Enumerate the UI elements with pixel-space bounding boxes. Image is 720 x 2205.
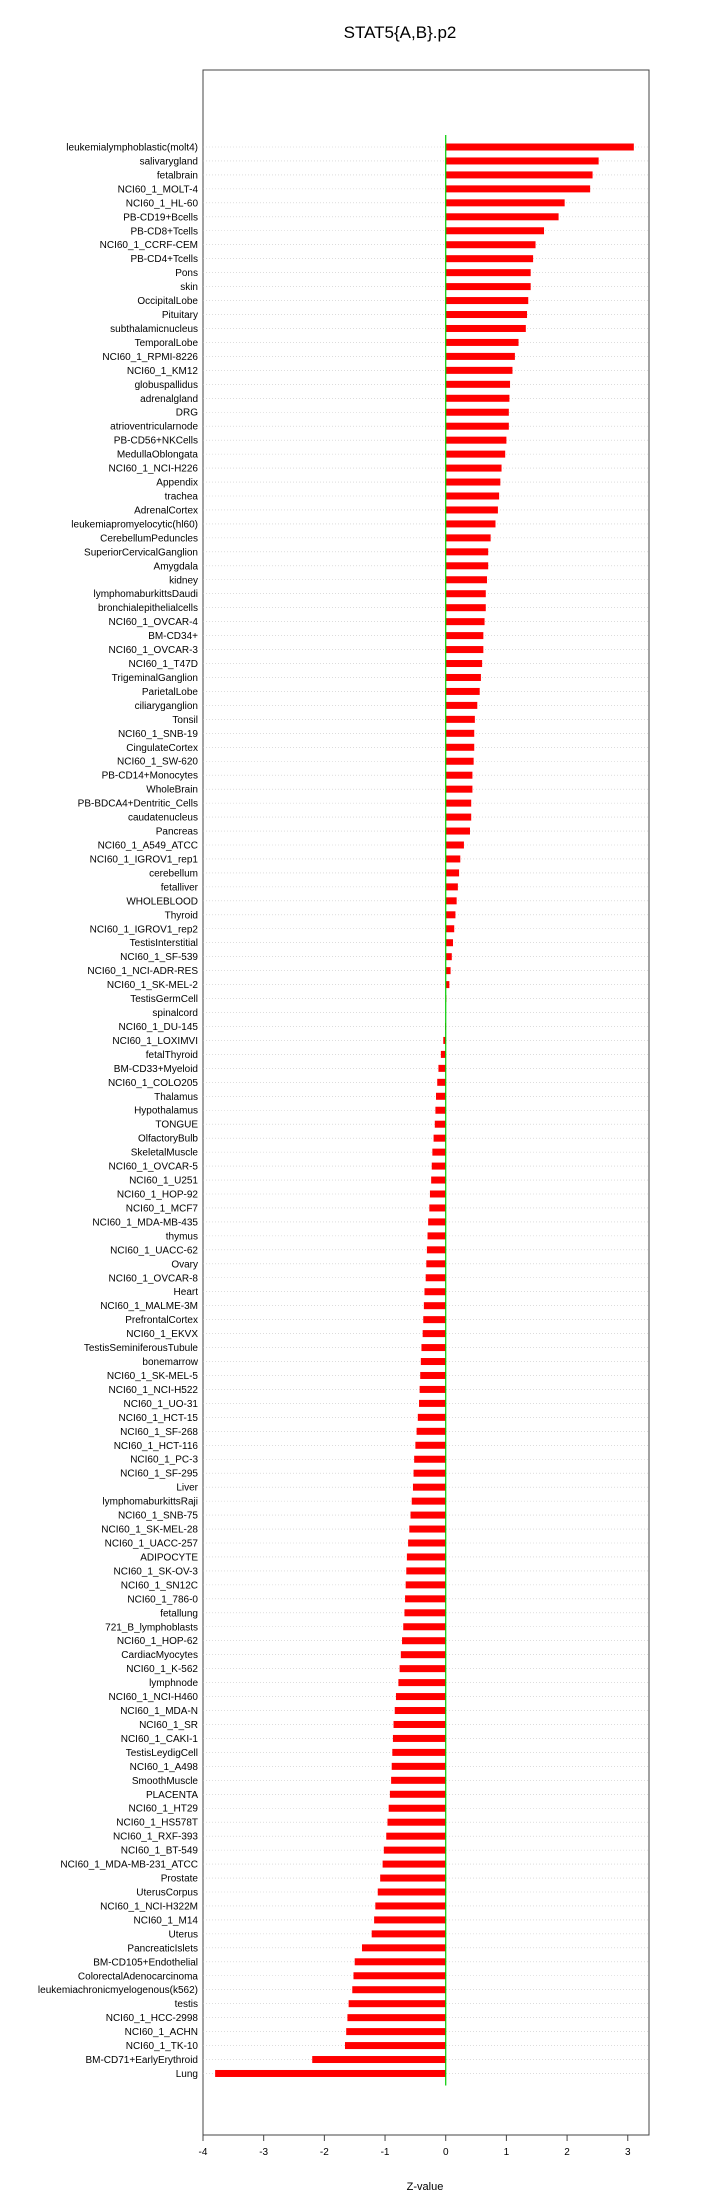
bar — [446, 241, 536, 248]
category-label: BM-CD105+Endothelial — [93, 1957, 198, 1969]
category-label: TestisSeminiferousTubule — [83, 1343, 198, 1355]
category-label: ciliaryganglion — [134, 700, 198, 712]
category-label: NCI60_1_TK-10 — [125, 2041, 198, 2053]
bar — [428, 1218, 446, 1225]
category-label: SuperiorCervicalGanglion — [84, 547, 198, 559]
bar — [407, 1553, 446, 1560]
bar — [446, 199, 565, 206]
category-label: Amygdala — [153, 561, 198, 573]
category-label: subthalamicnucleus — [110, 323, 198, 335]
bar — [423, 1316, 445, 1323]
category-label: NCI60_1_MDA-N — [120, 1706, 198, 1718]
category-label: NCI60_1_NCI-H226 — [108, 463, 198, 475]
category-label: lymphnode — [149, 1678, 198, 1690]
bar — [409, 1526, 445, 1533]
category-label: bonemarrow — [142, 1357, 198, 1369]
bar — [446, 325, 526, 332]
bar — [446, 353, 515, 360]
bar — [438, 1065, 445, 1072]
category-label: PB-CD56+NKCells — [113, 435, 198, 447]
bar — [446, 786, 473, 793]
bar — [446, 506, 498, 513]
category-label: leukemiapromyelocytic(hl60) — [71, 519, 198, 531]
bar — [429, 1204, 445, 1211]
bar — [401, 1651, 446, 1658]
bar — [372, 1930, 446, 1937]
category-label: NCI60_1_CCRF-CEM — [99, 240, 198, 252]
bar — [432, 1149, 445, 1156]
bar — [446, 562, 488, 569]
category-label: NCI60_1_HOP-92 — [116, 1189, 198, 1201]
category-label: fetallung — [160, 1608, 198, 1620]
bar — [404, 1609, 445, 1616]
bar — [446, 604, 486, 611]
bar — [446, 660, 482, 667]
category-label: CardiacMyocytes — [121, 1650, 198, 1662]
category-label: NCI60_1_SF-295 — [120, 1468, 198, 1480]
category-label: NCI60_1_A549_ATCC — [97, 840, 198, 852]
category-label: Ovary — [171, 1259, 198, 1271]
bar — [384, 1847, 446, 1854]
category-label: NCI60_1_HCC-2998 — [105, 2013, 198, 2025]
bar — [430, 1191, 446, 1198]
category-label: PB-CD14+Monocytes — [101, 770, 198, 782]
bar — [446, 534, 491, 541]
bar — [446, 548, 488, 555]
category-label: skin — [180, 282, 198, 294]
category-label: NCI60_1_UACC-62 — [110, 1245, 198, 1257]
bar — [414, 1470, 446, 1477]
bar — [346, 2028, 446, 2035]
category-label: DRG — [175, 407, 198, 419]
category-label: caudatenucleus — [127, 812, 198, 824]
bar — [411, 1512, 446, 1519]
category-label: NCI60_1_MOLT-4 — [117, 184, 198, 196]
category-label: NCI60_1_NCI-ADR-RES — [87, 966, 198, 978]
category-label: Appendix — [156, 477, 198, 489]
bar — [446, 227, 544, 234]
category-label: NCI60_1_U251 — [129, 1175, 198, 1187]
category-label: NCI60_1_786-0 — [127, 1594, 198, 1606]
category-label: OccipitalLobe — [137, 296, 198, 308]
bar — [434, 1135, 446, 1142]
category-label: NCI60_1_RPMI-8226 — [102, 351, 198, 363]
bar — [446, 758, 474, 765]
bar — [403, 1623, 445, 1630]
bar — [406, 1567, 445, 1574]
category-label: SkeletalMuscle — [130, 1147, 198, 1159]
x-axis-label: Z-value — [406, 2181, 444, 2193]
bar — [446, 283, 531, 290]
bar — [446, 646, 484, 653]
category-label: NCI60_1_COLO205 — [107, 1077, 198, 1089]
category-label: NCI60_1_SK-MEL-28 — [101, 1524, 198, 1536]
category-label: BM-CD34+ — [148, 631, 198, 643]
bar — [408, 1540, 446, 1547]
bar — [446, 674, 481, 681]
category-label: NCI60_1_IGROV1_rep1 — [89, 854, 198, 866]
x-tick-label: 2 — [564, 2147, 570, 2158]
bar — [420, 1386, 446, 1393]
bar — [415, 1442, 445, 1449]
bar — [446, 423, 509, 430]
bar — [383, 1861, 446, 1868]
bar — [446, 339, 519, 346]
category-label: MedullaOblongata — [116, 449, 198, 461]
bar — [446, 437, 507, 444]
bar — [393, 1735, 446, 1742]
bar — [446, 465, 502, 472]
category-label: NCI60_1_NCI-H522 — [108, 1384, 198, 1396]
category-label: spinalcord — [152, 1008, 198, 1020]
bar — [215, 2070, 446, 2077]
bar — [424, 1302, 446, 1309]
category-label: NCI60_1_OVCAR-3 — [108, 645, 198, 657]
bar — [345, 2042, 446, 2049]
bar — [446, 395, 510, 402]
category-label: NCI60_1_KM12 — [126, 365, 198, 377]
category-label: salivarygland — [139, 156, 198, 168]
category-label: NCI60_1_HT29 — [128, 1803, 198, 1815]
bar — [417, 1428, 446, 1435]
bar — [418, 1414, 446, 1421]
bar — [446, 451, 505, 458]
category-label: trachea — [164, 491, 198, 503]
category-label: NCI60_1_MALME-3M — [100, 1301, 198, 1313]
bar — [424, 1288, 445, 1295]
bar — [446, 590, 486, 597]
category-label: TestisLeydigCell — [125, 1747, 198, 1759]
bar — [446, 702, 478, 709]
bar — [386, 1833, 445, 1840]
bar — [421, 1344, 445, 1351]
bar — [391, 1777, 446, 1784]
category-label: NCI60_1_T47D — [128, 659, 198, 671]
x-tick-label: 1 — [503, 2147, 510, 2158]
category-label: NCI60_1_HS578T — [116, 1817, 198, 1829]
bar — [446, 311, 527, 318]
bar — [426, 1260, 445, 1267]
bar — [426, 1274, 446, 1281]
bar — [394, 1721, 446, 1728]
category-label: thymus — [165, 1231, 198, 1243]
bar — [446, 520, 496, 527]
bar — [446, 255, 533, 262]
category-label: kidney — [169, 575, 198, 587]
category-label: testis — [174, 1999, 198, 2011]
bar — [446, 618, 485, 625]
category-label: Uterus — [168, 1929, 198, 1941]
category-label: leukemiachronicmyelogenous(k562) — [37, 1985, 198, 1997]
bar — [446, 800, 471, 807]
category-label: NCI60_1_IGROV1_rep2 — [89, 924, 198, 936]
bar — [446, 213, 559, 220]
category-label: leukemialymphoblastic(molt4) — [66, 142, 198, 154]
x-tick-label: -4 — [198, 2147, 208, 2158]
category-label: NCI60_1_SF-268 — [120, 1426, 198, 1438]
category-label: NCI60_1_SW-620 — [117, 756, 198, 768]
bar — [446, 409, 509, 416]
bar — [420, 1372, 445, 1379]
category-label: NCI60_1_A498 — [129, 1761, 198, 1773]
x-tick-label: 0 — [442, 2147, 449, 2158]
bar — [446, 953, 452, 960]
category-label: atrioventricularnode — [110, 421, 198, 433]
bar — [427, 1246, 446, 1253]
category-label: AdrenalCortex — [134, 505, 198, 517]
category-label: CingulateCortex — [126, 742, 198, 754]
bar — [355, 1958, 446, 1965]
category-label: Thalamus — [154, 1091, 198, 1103]
category-label: globuspallidus — [134, 379, 198, 391]
bar — [419, 1400, 446, 1407]
bar — [446, 814, 471, 821]
bar — [446, 772, 473, 779]
category-label: NCI60_1_ACHN — [124, 2027, 198, 2039]
category-label: NCI60_1_MDA-MB-435 — [92, 1217, 198, 1229]
bar — [446, 367, 513, 374]
category-label: TONGUE — [155, 1119, 198, 1131]
category-label: fetalbrain — [156, 170, 198, 182]
category-label: Pituitary — [161, 310, 198, 322]
bar — [412, 1498, 446, 1505]
category-label: bronchialepithelialcells — [97, 603, 198, 615]
category-label: fetalliver — [160, 882, 198, 894]
bar — [446, 171, 593, 178]
category-label: NCI60_1_UO-31 — [123, 1398, 198, 1410]
bar — [374, 1916, 446, 1923]
bar — [446, 842, 464, 849]
category-label: Pancreas — [155, 826, 198, 838]
category-label: NCI60_1_BT-549 — [120, 1845, 198, 1857]
category-label: Liver — [176, 1482, 198, 1494]
category-label: TestisGermCell — [130, 994, 198, 1006]
bar — [446, 855, 461, 862]
category-label: NCI60_1_OVCAR-4 — [108, 617, 198, 629]
bar — [446, 883, 458, 890]
bar — [402, 1637, 446, 1644]
category-label: CerebellumPeduncles — [100, 533, 198, 545]
bar — [435, 1107, 445, 1114]
bar — [446, 144, 634, 151]
category-label: cerebellum — [149, 868, 198, 880]
grid-layer — [203, 147, 649, 2073]
category-label: NCI60_1_SR — [139, 1719, 198, 1731]
bar — [362, 1944, 446, 1951]
bar — [446, 828, 470, 835]
bar — [446, 185, 590, 192]
category-label: NCI60_1_SNB-75 — [117, 1510, 198, 1522]
bar — [446, 381, 510, 388]
x-tick-label: -2 — [319, 2147, 329, 2158]
category-label: SmoothMuscle — [131, 1775, 198, 1787]
bar — [387, 1819, 445, 1826]
category-label: Thyroid — [164, 910, 198, 922]
category-label: Hypothalamus — [134, 1105, 198, 1117]
category-label: NCI60_1_DU-145 — [118, 1021, 198, 1033]
x-tick-label: 3 — [624, 2147, 631, 2158]
bar-layer — [215, 144, 634, 2077]
category-label: NCI60_1_M14 — [133, 1915, 198, 1927]
category-label: Prostate — [160, 1873, 198, 1885]
bar — [446, 269, 531, 276]
bar — [389, 1805, 446, 1812]
category-label: PLACENTA — [145, 1789, 198, 1801]
bar — [446, 632, 484, 639]
category-label: NCI60_1_SK-OV-3 — [113, 1566, 198, 1578]
bar — [421, 1358, 446, 1365]
bar — [428, 1232, 446, 1239]
category-label: NCI60_1_SK-MEL-5 — [106, 1370, 198, 1382]
category-label: NCI60_1_MDA-MB-231_ATCC — [60, 1859, 198, 1871]
x-tick-label: -3 — [259, 2147, 269, 2158]
category-label: lymphomaburkittsRaji — [102, 1496, 198, 1508]
category-label-layer — [38, 143, 199, 2080]
category-label: NCI60_1_SF-539 — [120, 952, 198, 964]
bar — [446, 688, 480, 695]
bar — [446, 493, 499, 500]
category-label: PB-CD8+Tcells — [130, 226, 198, 238]
bar — [396, 1693, 446, 1700]
category-label: WholeBrain — [146, 784, 198, 796]
bar — [380, 1875, 446, 1882]
category-label: NCI60_1_SNB-19 — [117, 728, 198, 740]
category-label: NCI60_1_SN12C — [120, 1580, 198, 1592]
bar — [392, 1763, 446, 1770]
bar — [446, 730, 475, 737]
bar — [390, 1791, 446, 1798]
category-label: PrefrontalCortex — [125, 1315, 198, 1327]
category-label: PB-BDCA4+Dentritic_Cells — [77, 798, 198, 810]
bar — [405, 1595, 446, 1602]
bar — [435, 1121, 446, 1128]
bar — [437, 1079, 445, 1086]
category-label: BM-CD71+EarlyErythroid — [85, 2055, 198, 2067]
category-label: NCI60_1_PC-3 — [130, 1454, 198, 1466]
category-label: PB-CD4+Tcells — [130, 254, 198, 266]
category-label: Tonsil — [172, 714, 198, 726]
category-label: adrenalgland — [140, 393, 198, 405]
category-label: Heart — [173, 1287, 198, 1299]
category-label: TrigeminalGanglion — [111, 672, 198, 684]
category-label: OlfactoryBulb — [137, 1133, 198, 1145]
bar — [431, 1177, 446, 1184]
bar — [441, 1051, 446, 1058]
bar — [446, 297, 529, 304]
category-label: PancreaticIslets — [127, 1943, 198, 1955]
bar — [395, 1707, 446, 1714]
category-label: NCI60_1_LOXIMVI — [112, 1035, 198, 1047]
category-label: Lung — [175, 2068, 198, 2080]
x-axis-ticks — [199, 2135, 631, 2158]
category-label: PB-CD19+Bcells — [123, 212, 198, 224]
category-label: ColorectalAdenocarcinoma — [77, 1971, 198, 1983]
bar — [406, 1581, 446, 1588]
category-label: NCI60_1_HCT-116 — [113, 1440, 198, 1452]
category-label: NCI60_1_OVCAR-8 — [108, 1273, 198, 1285]
category-label: TestisInterstitial — [129, 938, 198, 950]
bar — [446, 869, 459, 876]
bar — [446, 967, 451, 974]
category-label: NCI60_1_HCT-15 — [118, 1412, 198, 1424]
bar — [446, 744, 475, 751]
bar — [347, 2014, 445, 2021]
category-label: BM-CD33+Myeloid — [113, 1063, 198, 1075]
category-label: ADIPOCYTE — [140, 1552, 198, 1564]
bar — [446, 479, 501, 486]
bar — [398, 1679, 445, 1686]
category-label: UterusCorpus — [136, 1887, 198, 1899]
category-label: NCI60_1_EKVX — [126, 1329, 198, 1341]
category-label: lymphomaburkittsDaudi — [93, 589, 198, 601]
bar — [423, 1330, 446, 1337]
bar — [446, 939, 453, 946]
category-label: TemporalLobe — [134, 337, 198, 349]
bar — [352, 1986, 445, 1993]
bar — [446, 716, 475, 723]
category-label: NCI60_1_MCF7 — [125, 1203, 198, 1215]
bar — [349, 2000, 446, 2007]
category-label: NCI60_1_RXF-393 — [112, 1831, 198, 1843]
bar — [446, 897, 457, 904]
category-label: NCI60_1_SK-MEL-2 — [106, 980, 198, 992]
bar — [413, 1484, 446, 1491]
category-label: NCI60_1_OVCAR-5 — [108, 1161, 198, 1173]
bar — [400, 1665, 446, 1672]
bar — [446, 157, 599, 164]
category-label: NCI60_1_NCI-H460 — [108, 1692, 198, 1704]
category-label: 721_B_lymphoblasts — [105, 1622, 198, 1634]
category-label: NCI60_1_NCI-H322M — [100, 1901, 198, 1913]
bar — [446, 911, 456, 918]
category-label: NCI60_1_HL-60 — [125, 198, 198, 210]
category-label: Pons — [175, 268, 198, 280]
category-label: NCI60_1_CAKI-1 — [120, 1733, 198, 1745]
chart-title: STAT5{A,B}.p2 — [343, 23, 457, 42]
category-label: ParietalLobe — [141, 686, 198, 698]
bar — [392, 1749, 445, 1756]
bar — [446, 925, 454, 932]
category-label: NCI60_1_K-562 — [126, 1664, 198, 1676]
bar — [353, 1972, 445, 1979]
x-tick-label: -1 — [380, 2147, 390, 2158]
category-label: fetalThyroid — [145, 1049, 198, 1061]
category-label: WHOLEBLOOD — [126, 896, 198, 908]
bar — [414, 1456, 446, 1463]
bar — [378, 1889, 446, 1896]
bar — [436, 1093, 446, 1100]
category-label: NCI60_1_UACC-257 — [104, 1538, 198, 1550]
bar — [312, 2056, 445, 2063]
bar — [375, 1902, 445, 1909]
category-label: NCI60_1_HOP-62 — [116, 1636, 198, 1648]
bar — [432, 1163, 446, 1170]
bar — [446, 576, 487, 583]
